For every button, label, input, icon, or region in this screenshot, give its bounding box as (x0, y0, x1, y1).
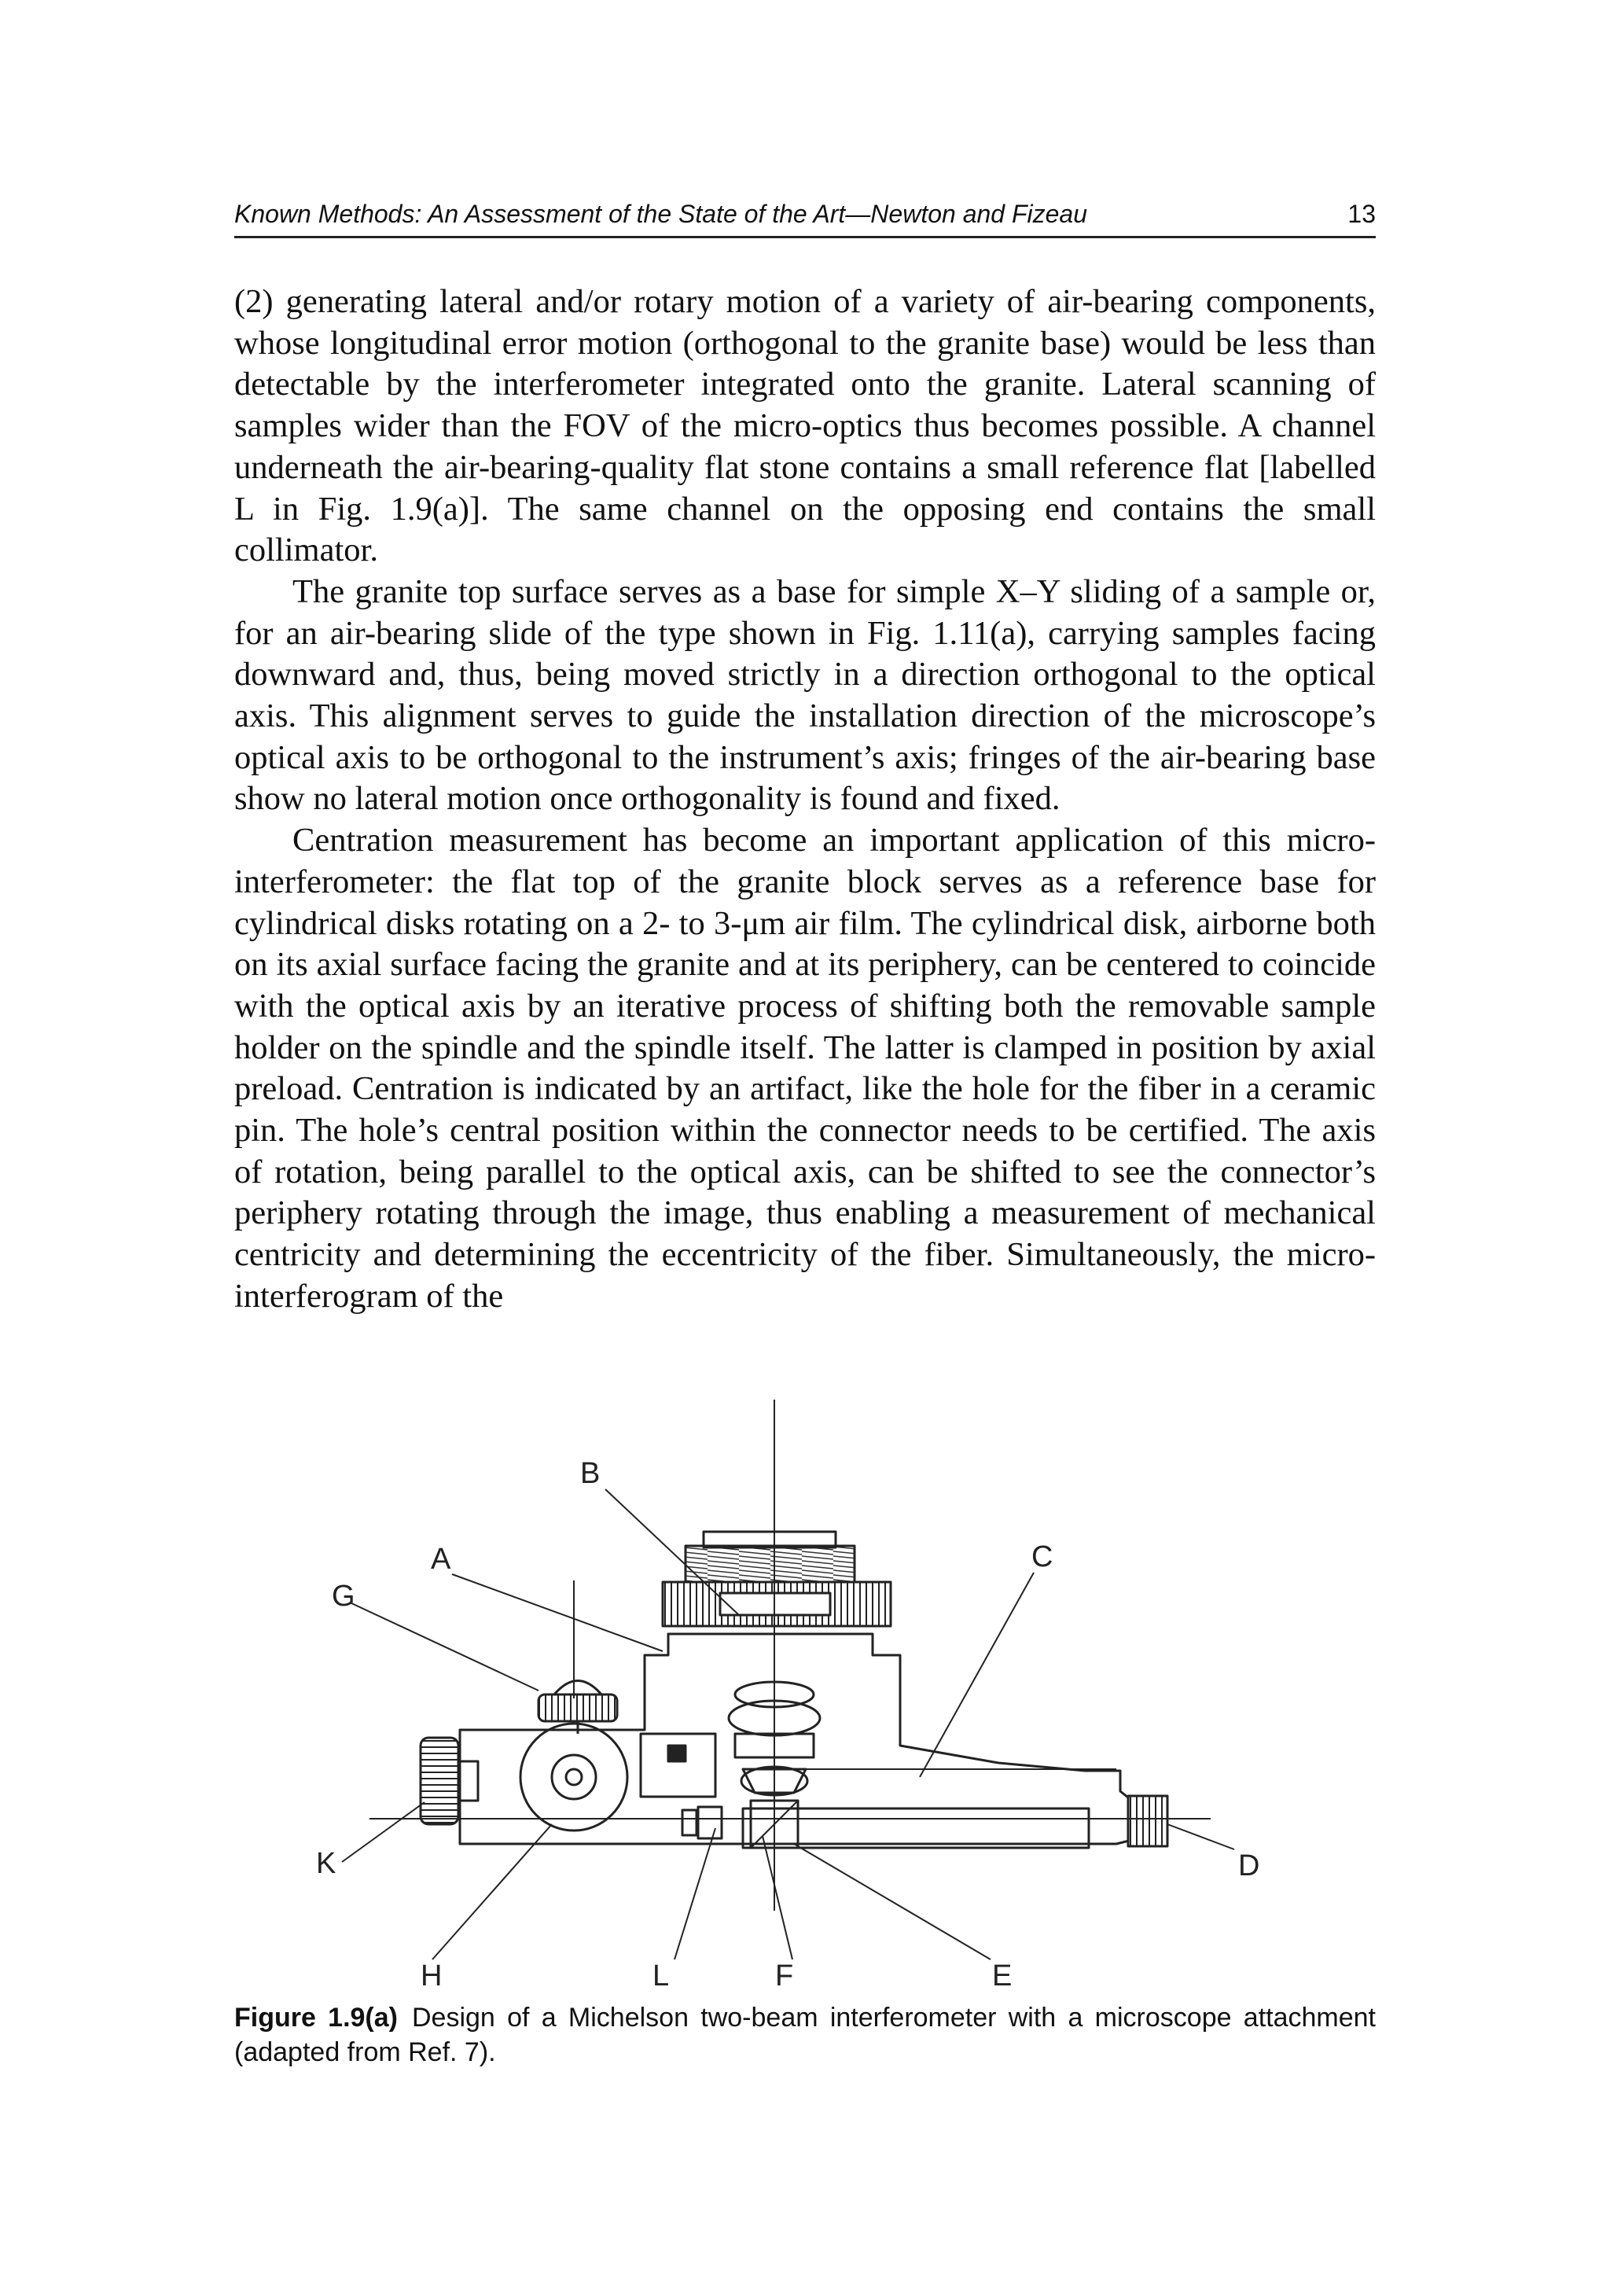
interferometer-drawing (299, 1400, 1321, 2013)
label-h: H (421, 1959, 443, 1992)
knob-g (539, 1694, 617, 1721)
page-number: 13 (1347, 200, 1376, 228)
paragraph-2: The granite top surface serves as a base for simple X–Y sliding of a sample or, for an air-bearing slide of the type shown in Fig. 1.11(a), carrying samples facing downward and, thus, being moved strictly in a direction orthogonal to the optical axis. This alignment serves to guide the installation direction of the microscope’s optical axis to be orthogonal to the instrument’s axis; fringes of the air-bearing base show no lateral motion once orthogonality is found and fixed. (234, 572, 1376, 818)
knob-d (1128, 1796, 1167, 1846)
label-b: B (580, 1457, 601, 1490)
label-c: C (1031, 1540, 1053, 1573)
label-a: A (431, 1543, 451, 1576)
caption-label: Figure 1.9(a) (234, 2003, 398, 2033)
running-head (234, 198, 1376, 238)
window-h (520, 1724, 627, 1831)
paragraph-3: Centration measurement has become an important application of this micro-interferometer: the flat top of the granite block serves as a reference base for cylindrical disks rotating on a 2- to 3-μm air film. The cylindrical disk, airborne both on its axial surface facing the granite and at its periphery, can be centered to coincide with the optical axis by an iterative process of shifting both the removable sample holder on the spindle and the spindle itself. The latter is clamped in position by axial preload. Centration is indicated by an artifact, like the hole for the fiber in a ceramic pin. The hole’s central position within the connector needs to be certified. The axis of rotation, being parallel to the optical axis, can be shifted to see the connector’s periphery rotating through the image, thus enabling a measurement of mechanical centricity and determining the eccentricity of the fiber. Simultaneously, the micro-interferogram of the (234, 822, 1376, 1315)
figure-caption (234, 2000, 1376, 2070)
running-title: Known Methods: An Assessment of the State of the Art—Newton and Fizeau (234, 200, 1088, 228)
figure-interferometer-diagram (299, 1400, 1321, 2013)
label-g: G (332, 1580, 355, 1613)
knob-k (421, 1738, 458, 1824)
paragraph-1: (2) generating lateral and/or rotary motion of a variety of air-bearing components, whose longitudinal error motion (orthogonal to the granite base) would be less than detectable by the interferometer integrated onto the granite. Lateral scanning of samples wider than the FOV of the micro-optics thus becomes possible. A channel underneath the air-bearing-quality flat stone contains a small reference flat [labelled L in Fig. 1.9(a)]. The same channel on the opposing end contains the small collimator. (234, 283, 1376, 569)
collimator-tube (743, 1808, 1089, 1848)
reference-flat-l (698, 1807, 722, 1838)
label-e: E (992, 1959, 1013, 1992)
label-f: F (775, 1959, 794, 1992)
caption-text: Design of a Michelson two-beam interferometer with a microscope attachment (adapted from Ref. 7). (234, 2003, 1376, 2067)
label-d: D (1238, 1849, 1260, 1882)
instrument-body (460, 1634, 1132, 1844)
label-k: K (316, 1847, 336, 1880)
label-l: L (652, 1959, 670, 1992)
thread-ring-b (686, 1546, 855, 1582)
body-text (234, 281, 1376, 1318)
